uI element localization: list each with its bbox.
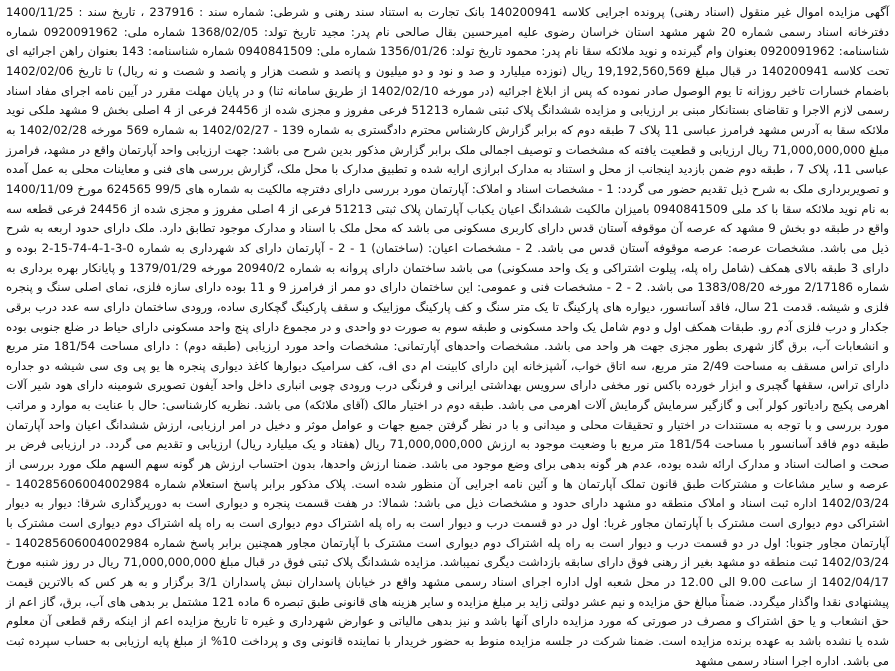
auction-notice-text: آگهی مزایده اموال غیر منقول (اسناد رهنی) پرونده اجرایی کلاسه 140200941 بانک تجارت به استناد سند رهنی و شرطی: شماره سند : 237916 ، تاریخ سند : 1400/11/25 دفترخانه اسناد رسمی شماره 20 شهر مشهد استان خراسان رضوی علیه امیرحسین بقال صالحی نام پدر: مجید تاریخ تولد: 1368/02/05 شماره ملی: 0920091962 شماره شناسنامه: 0920091962 بعنوان وام گیرنده و نوید ملائکه سقا نام پدر: محمود تاریخ تولد: 1356/01/26 شماره ملی: 0940841509 شماره شناسنامه: 143 بعنوان راهن اجرائیه ای تحت کلاسه 140200941 در قبال مبلغ 19,192,560,569 ریال (نوزده میلیارد و صد و نود و دو میلیون و پانصد و شصت هزار و پانصد و شصت و نه ریال) تا تاریخ 1402/02/06 باضمام خسارات تاخیر روزانه تا یوم الوصول صادر نموده که پس از ابلاغ اجرائیه (در مورخه 1402/02/10 از طریق سامانه ثنا) و در پایان مهلت مقرر در آیین نامه اجرای مفاد اسناد رسمی لازم الاجرا و تقاضای بستانکار مبنی بر ارزیابی و مزایده ششدانگ پلاک ثبتی شماره 51213 فرعی مفروز و مجزی شده از 24456 فرعی از 4 اصلی بخش 9 مشهد ملکی نوید ملائکه سقا به آدرس مشهد فرامرز عباسی 11 پلاک 7 طبقه دوم که برابر گزارش کارشناس محترم دادگستری به شماره 139 - 1402/02/27 به شماره 569 مورخه 1402/02/28 به مبلغ 71,000,000,000 ریال ارزیابی و قطعیت یافته که مشخصات و توصیف اجمالی ملک برابر گزارش مذکور بدین شرح می باشد: جهت ارزیابی واحد آپارتمان واقع در مشهد، فرامرز عباسی 11، پلاک 7 ، طبقه دوم ضمن بازدید اینجانب از محل و استناد به مدارک ابرازی ارایه شده و تطبیق مدارک با محل ملک، گزارش بررسی های فنی و معاینات محلی به عمل آمده و تصویربرداری ملک به شرح ذیل تقدیم حضور می گردد: 1 - مشخصات اسناد و املاک: آپارتمان مورد بررسی دارای دفترچه مالکیت به شماره های 99/5 624565 مورخ 1400/11/09 به نام نوید ملائکه سقا با کد ملی 0940841509 بامیزان مالکیت ششدانگ اعیان یکباب آپارتمان پلاک ثبتی 51213 فرعی از 4 اصلی مفروز و مجزی شده از 24456 فرعی قطعه سه واقع در طبقه دو بخش 9 مشهد که عرصه آن موقوفه آستان قدس دارای کاربری مسکونی می باشد که محل ملک با اسناد و مدارک موجود تطابق دارد. ملک دارای حدود اربعه به شرح ذیل می باشد. مشخصات عرصه: عرصه موقوفه آستان قدس می باشد. 2 - مشخصات اعیان: (ساختمان) 1 - 2 - آپارتمان دارای کد شهرداری به شماره 0-3-1-4-74-15-2 بوده و دارای 3 طبقه بالای همکف (شامل راه پله، پیلوت اشتراکی و یک واحد مسکونی) می باشد ساختمان دارای پروانه به شماره 20940/2 مورخه 1379/01/29 و پایانکار بهره برداری به شماره 2/17186 مورخه 1383/08/20 می باشد. 2 - 2 - مشخصات فنی و عمومی: این ساختمان دارای دو ممر از فرامرز 9 و 11 بوده دارای سازه فلزی، نمای اصلی سنگ و پنجره فلزی و شیشه. قدمت 21 سال، فاقد آسانسور، دیواره های پارکینگ تا یک متر سنگ و کف پارکینگ موزاییک و سقف پارکینگ گچکاری ساده، ورودی ساختمان دارای سه عدد درب برقی جکدار و درب فلزی آدم رو. طبقات همکف اول و دوم شامل یک واحد مسکونی و طبقه سوم به صورت دو واحدی و در مجموع دارای پنج واحد مسکونی دارای حیاط در ضلع جنوبی بوده و انشعابات آب، برق گاز شهری بطور مجزی جهت هر واحد می باشد. مشخصات واحدهای آپارتمانی: مشخصات واحد مورد ارزیابی (طبقه دوم) : دارای مساحت 181/54 متر مربع دارای تراس مسقف به مساحت 2/49 متر مربع، سه اتاق خواب، آشپزخانه اپن دارای کابینت ام دی اف، کف سرامیک دیوارها کاغذ دیواری پنجره ها یو پی وی سی شیشه دو جداره دارای تراس، سقفها گچبری و ابزار خورده باکس نور مخفی دارای سرویس بهداشتی ایرانی و فرنگی درب ورودی چوبی انباری داخل واحد آیفون تصویری شومینه دارای هود شیر آلات اهرمی پکیج رادیاتور کولر آبی و گازگیر سرمایش گرمایش آلات اهرمی می باشد. طبقه دوم در اختیار مالک (آقای ملائکه) می باشد. نظریه کارشناسی: حال با عنایت به موارد و مراتب مورد بررسی و با توجه به مستندات در اختیار و تحقیقات محلی و میدانی و با در نظر گرفتن جمیع جهات و عوامل موثر و دخیل در امر ارزیابی، ارزش ششدانگ اعیان واحد آپارتمان طبقه دوم فاقد آسانسور با مساحت 181/54 متر مربع با وضعیت موجود به ارزش 71,000,000,000 ریال (هفتاد و یک میلیارد ریال) ارزیابی و تقدیم می گردد. در ارزیابی فرض بر صحت و اصالت اسناد و مدارک ارائه شده بوده، عدم هر گونه بدهی برای وضع موجود می باشد. ضمنا ارزش واحدها، بدون احتساب ارزش هر گونه سهم السهم ملک مورد بررسی از عرصه و سایر مشاعات و مشترکات طبق قانون تملک آپارتمان ها و آئین نامه اجرایی آن منظور شده است. پلاک مذکور برابر پاسخ استعلام شماره 140285606004002984 - 1402/03/24 اداره ثبت اسناد و املاک منطقه دو مشهد دارای حدود و مشخصات ذیل می باشد: شمالا: در هفت قسمت پنجره و دیواری است به دورپرگذاری شرقا: دیوار به دیوار اشتراکی دوم دیواری است مشترک با آپارتمان مجاور غربا: اول در دو قسمت درب و دیوار است به راه پله اشتراک دوم دیواری است به راه پله اشتراک دوم دیواری است مشترک با آپارتمان مجاور جنوبا: اول در دو قسمت درب و دیوار است به راه پله اشتراک دوم دیواری است مشترک با آپارتمان مجاور همچنین برابر پاسخ شماره 140285606004002984 - 1402/03/24 ثبت منطقه دو مشهد بغیر از رهنی فوق دارای سابقه بازداشت دیگری نمیباشد. مزایده ششدانگ پلاک ثبتی فوق در قبال مبلغ 71,000,000,000 ریال در روز شنبه مورخ 1402/04/17 از ساعت 9.00 الی 12.00 در محل شعبه اول اداره اجرای اسناد رسمی مشهد واقع در خیابان پاسداران نبش پاسداران 3/1 برگزار و به هر کس که بالاترین قیمت پیشنهادی نقدا واگذار میگردد. ضمناً مبالغ حق مزایده و نیم عشر دولتی زاید بر مبلغ مزایده و سایر هزینه های قانونی طبق تبصره 6 ماده 121 مشتمل بر بدهی های آب، برق، گاز اعم از حق انشعاب و یا حق اشتراک و مصرف در صورتی که مورد مزایده دارای آنها باشد و نیز بدهی مالیاتی و عوارض شهرداری و غیره تا تاریخ مزایده اعم از اینکه رقم قطعی آن معلوم شده یا نشده باشد به عهده برنده مزایده است. ضمنا شرکت در جلسه مزایده منوط به حضور خریدار با نماینده قانونی وی و پرداخت 10% از مبلغ پایه ارزیابی به حساب سپرده ثبت می باشد. اداره اجرا اسناد رسمی مشهد (6, 5, 890, 668)
